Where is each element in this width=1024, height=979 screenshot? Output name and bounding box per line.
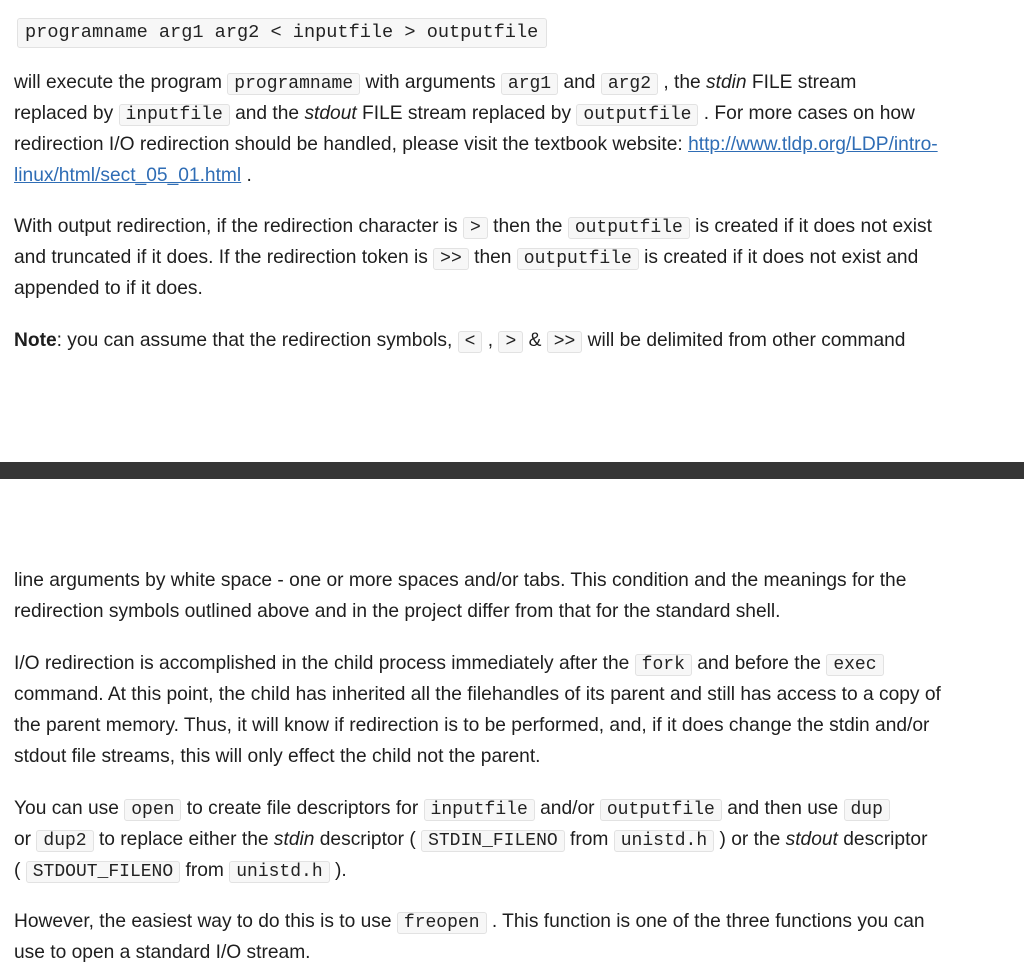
code-inputfile: inputfile [119,104,230,126]
textbook-link[interactable]: http://www.tldp.org/LDP/intro- [688,134,938,155]
paragraph-2-line-1: With output redirection, if the redirection character is > then the outputfile is created if it does not exist [14,216,932,238]
paragraph-6-line-1: However, the easiest way to do this is to use freopen . This function is one of the three functions you can [14,911,925,933]
code-outputfile: outputfile [600,799,722,821]
code-dup2: dup2 [36,830,93,852]
stdout-term: stdout [785,829,838,850]
code-greater-than: > [463,217,488,239]
paragraph-3-line-1: line arguments by white space - one or more spaces and/or tabs. This condition and the meanings for the [14,570,907,591]
paragraph-4-line-1: I/O redirection is accomplished in the child process immediately after the fork and before the exec [14,649,884,679]
note-label: Note [14,330,57,351]
code-append-token: >> [547,331,583,353]
paragraph-1-line-4: linux/html/sect_05_01.html . [14,165,252,186]
code-freopen: freopen [397,912,487,934]
code-inputfile: inputfile [424,799,535,821]
code-unistd-h: unistd.h [614,830,714,852]
paragraph-5-line-1: You can use open to create file descriptors for inputfile and/or outputfile and then use dup [14,794,890,824]
paragraph-4-line-4: stdout file streams, this will only effect the child not the parent. [14,746,541,767]
code-open: open [124,799,181,821]
code-fork: fork [635,654,692,676]
code-less-than: < [458,331,483,353]
textbook-link-continued[interactable]: linux/html/sect_05_01.html [14,165,242,186]
code-dup: dup [844,799,890,821]
code-outputfile: outputfile [568,217,690,239]
paragraph-3-line-2: redirection symbols outlined above and in the project differ from that for the standard shell. [14,601,781,622]
code-outputfile: outputfile [576,104,698,126]
paragraph-5-line-2: or dup2 to replace either the stdin descriptor ( STDIN_FILENO from unistd.h ) or the stdout descriptor [14,829,928,851]
paragraph-2-line-2: and truncated if it does. If the redirection token is >> then outputfile is created if it does not exist and [14,247,919,269]
page-separator [0,462,1024,479]
paragraph-4-line-2: command. At this point, the child has inherited all the filehandles of its parent and still has access to a copy of [14,684,941,705]
code-arg1: arg1 [501,73,558,95]
code-stdout-fileno: STDOUT_FILENO [26,861,180,883]
code-exec: exec [826,654,883,676]
code-outputfile: outputfile [517,248,639,270]
command-example: programname arg1 arg2 < inputfile > outputfile [17,18,547,48]
stdin-term: stdin [273,829,315,850]
code-greater-than: > [498,331,523,353]
paragraph-1-line-1: will execute the program programname with arguments arg1 and arg2 , the stdin FILE stream [14,72,857,94]
code-stdin-fileno: STDIN_FILENO [421,830,565,852]
paragraph-2-line-3: appended to if it does. [14,278,203,299]
paragraph-6-line-2: use to open a standard I/O stream. [14,942,311,963]
code-append-token: >> [433,248,469,270]
paragraph-1-line-2: replaced by inputfile and the stdout FILE stream replaced by outputfile . For more cases on how [14,103,915,125]
code-programname: programname [227,73,360,95]
code-unistd-h: unistd.h [229,861,329,883]
note-line: Note: you can assume that the redirection symbols, < , > & >> will be delimited from other command [14,330,906,352]
paragraph-1-line-3: redirection I/O redirection should be handled, please visit the textbook website: http://www.tldp.org/LDP/intro- [14,134,938,155]
stdout-term: stdout [304,103,357,124]
code-arg2: arg2 [601,73,658,95]
stdin-term: stdin [706,72,747,93]
paragraph-4-line-3: the parent memory. Thus, it will know if redirection is to be performed, and, if it does change the stdin and/or [14,715,930,736]
paragraph-5-line-3: ( STDOUT_FILENO from unistd.h ). [14,860,347,882]
